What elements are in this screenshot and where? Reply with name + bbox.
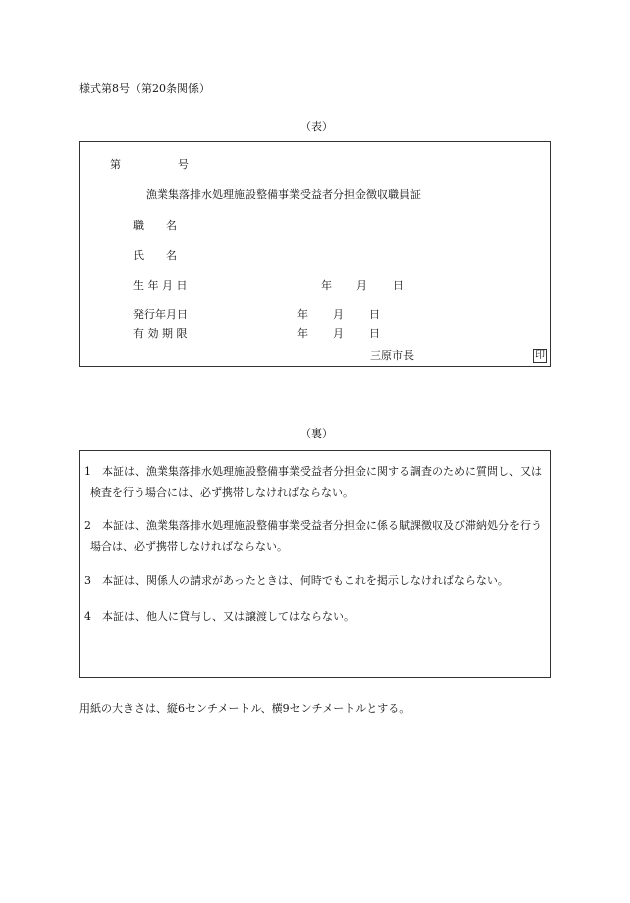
name-label: 氏 名 bbox=[133, 249, 177, 262]
position-label: 職 名 bbox=[133, 219, 177, 232]
issue-month: 月 bbox=[333, 308, 344, 321]
back-item-4: 4 本証は、他人に貸与し、又は譲渡してはならない。 bbox=[84, 610, 355, 623]
back-item-2: 2 本証は、漁業集落排水処理施設整備事業受益者分担金に係る賦課徴収及び滞納処分を行う場合は、必ず携帯しなければならない。 bbox=[84, 519, 542, 553]
validity-label: 有 効 期 限 bbox=[133, 327, 188, 340]
valid-day: 日 bbox=[369, 327, 380, 340]
paper-size-note: 用紙の大きさは、縦6センチメートル、横9センチメートルとする。 bbox=[79, 702, 411, 715]
back-card bbox=[79, 450, 551, 678]
birth-year: 年 bbox=[321, 279, 332, 292]
issue-day: 日 bbox=[369, 308, 380, 321]
back-heading: （裏） bbox=[300, 427, 333, 440]
birth-month: 月 bbox=[356, 279, 367, 292]
form-number: 様式第8号（第20条関係） bbox=[79, 82, 210, 95]
birth-day: 日 bbox=[393, 279, 404, 292]
card-title: 漁業集落排水処理施設整備事業受益者分担金徴収職員証 bbox=[146, 188, 421, 201]
seal-stamp: 印 bbox=[535, 350, 545, 361]
front-card bbox=[79, 141, 551, 367]
birthdate-label: 生 年 月 日 bbox=[133, 279, 188, 292]
issuer: 三原市長 bbox=[370, 349, 414, 362]
valid-month: 月 bbox=[333, 327, 344, 340]
number-label-go: 号 bbox=[178, 158, 189, 171]
issue-year: 年 bbox=[297, 308, 308, 321]
issue-date-label: 発行年月日 bbox=[133, 308, 188, 321]
front-heading: （表） bbox=[300, 120, 333, 133]
number-label-dai: 第 bbox=[110, 158, 121, 171]
valid-year: 年 bbox=[297, 327, 308, 340]
back-item-3: 3 本証は、関係人の請求があったときは、何時でもこれを掲示しなければならない。 bbox=[84, 574, 509, 587]
back-item-1: 1 本証は、漁業集落排水処理施設整備事業受益者分担金に関する調査のために質問し、又は検査を行う場合には、必ず携帯しなければならない。 bbox=[84, 465, 542, 499]
